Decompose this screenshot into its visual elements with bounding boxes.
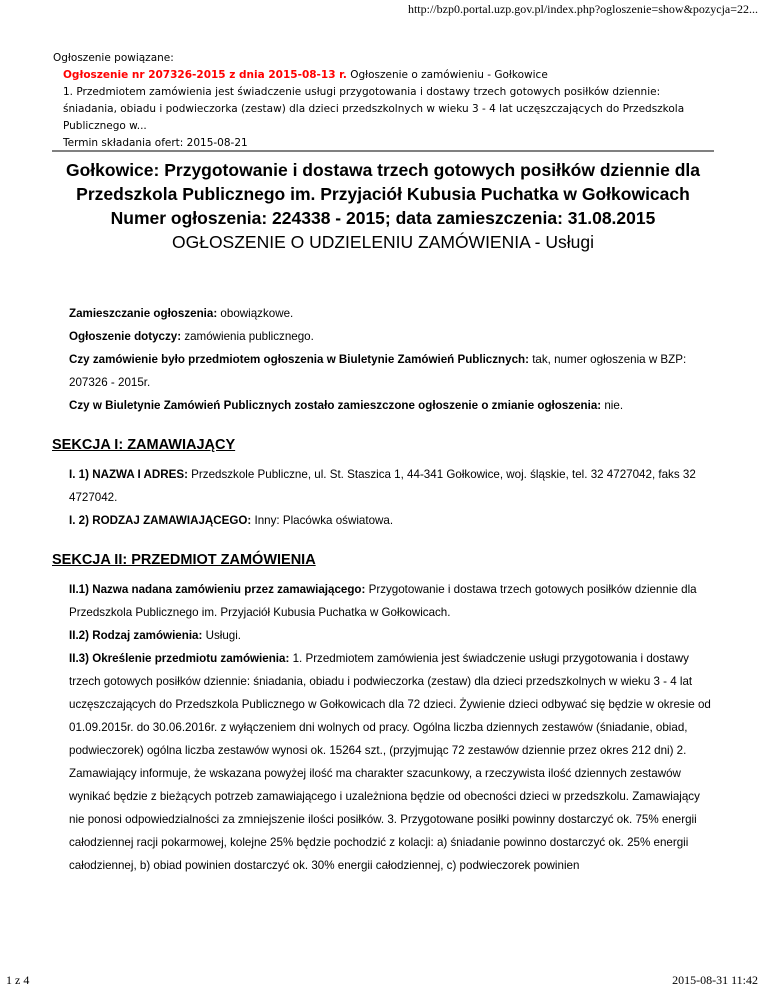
intro-item: Czy w Biuletynie Zamówień Publicznych zostało zamieszczone ogłoszenie o zmianie ogłoszenia: nie. [69,399,624,412]
section-2-item: II.1) Nazwa nadana zamówieniu przez zamawiającego: Przygotowanie i dostawa trzech gotowych posiłków dziennie dla Przedszkola Publicznego im. Przyjaciół Kubusia Puchatka w Gołkowicach. [69,583,697,619]
title-line-2: Numer ogłoszenia: 224338 - 2015; data zamieszczenia: 31.08.2015 [110,208,656,228]
divider [52,150,714,152]
print-datetime: 2015-08-31 11:42 [672,973,758,987]
title-line-3: OGŁOSZENIE O UDZIELENIU ZAMÓWIENIA - Usługi [171,232,594,252]
related-notice-link[interactable]: Ogłoszenie nr 207326-2015 z dnia 2015-08-13 r. [63,69,347,81]
notice-content [52,302,714,877]
section-1-item: I. 1) NAZWA I ADRES: Przedszkole Publiczne, ul. St. Staszica 1, 44-341 Gołkowice, woj. śląskie, tel. 32 4727042, faks 32 4727042. [69,468,696,504]
section-2-item: II.2) Rodzaj zamówienia: Usługi. [69,629,242,642]
section-2-heading: SEKCJA II: PRZEDMIOT ZAMÓWIENIA [52,552,316,568]
intro-item: Czy zamówienie było przedmiotem ogłoszenia w Biuletynie Zamówień Publicznych: tak, numer ogłoszenia w BZP: 207326 - 2015r. [69,353,687,389]
section-1-heading: SEKCJA I: ZAMAWIAJĄCY [52,437,236,453]
title-line-1: Gołkowice: Przygotowanie i dostawa trzech gotowych posiłków dziennie dla Przedszkola Publicznego im. Przyjaciół Kubusia Puchatka w Gołkowicach [66,160,700,204]
related-notice [53,50,713,152]
page-title [52,158,714,254]
related-link-suffix: Ogłoszenie o zamówieniu - Gołkowice [346,69,548,81]
page-number: 1 z 4 [6,973,30,987]
related-link-line [53,67,713,84]
related-label: Ogłoszenie powiązane: [53,52,174,64]
print-header-url: http://bzp0.portal.uzp.gov.pl/index.php?ogloszenie=show&pozycja=22... [407,2,758,16]
section-1-item: I. 2) RODZAJ ZAMAWIAJĄCEGO: Inny: Placówka oświatowa. [69,514,394,527]
related-summary: 1. Przedmiotem zamówienia jest świadczenie usługi przygotowania i dostawy trzech gotowych posiłków dziennie: śniadania, obiadu i podwieczorka (zestaw) dla dzieci przedszkolnych w wieku 3 - 4 lat uczęszczających do Przedszkola Publicznego w... [63,86,685,132]
related-deadline: Termin składania ofert: 2015-08-21 [63,137,248,149]
intro-item: Ogłoszenie dotyczy: zamówienia publicznego. [69,330,314,343]
section-2-item: II.3) Określenie przedmiotu zamówienia: 1. Przedmiotem zamówienia jest świadczenie usługi przygotowania i dostawy trzech gotowych posiłków dziennie: śniadania, obiadu i podwieczorka (zestaw) dla dzieci przedszkolnych w wieku 3 - 4 lat uczęszczających do Przedszkola Publicznego w Gołkowicach dla 72 dzieci. Żywienie dzieci odbywać się będzie w okresie od 01.09.2015r. do 30.06.2016r. z wyłączeniem dni wolnych od pracy. Ogólna liczba dziennych zestawów (śniadanie, obiad, podwieczorek) ogólna liczba zestawów wynosi ok. 15264 szt., (przyjmując 72 zestawów dziennie przez okres 212 dni) 2. Zamawiający informuje, że wskazana powyżej ilość ma charakter szacunkowy, a rzeczywista ilość dziennych zestawów wynikać będzie z bieżących potrzeb zamawiającego i uzależniona będzie od obecności dzieci w przedszkolu. Zamawiający nie ponosi odpowiedzialności za zmniejszenie ilości posiłków. 3. Przygotowane posiłki powinny dostarczyć ok. 75% energii całodziennej racji pokarmowej, kolejne 25% będzie pochodzić z kolacji: a) śniadanie powinno dostarczyć ok. 25% energii całodziennej, b) obiad powinien dostarczyć ok. 30% energii całodziennej, c) podwieczorek powinien [69,652,711,872]
intro-item: Zamieszczanie ogłoszenia: obowiązkowe. [69,307,294,320]
